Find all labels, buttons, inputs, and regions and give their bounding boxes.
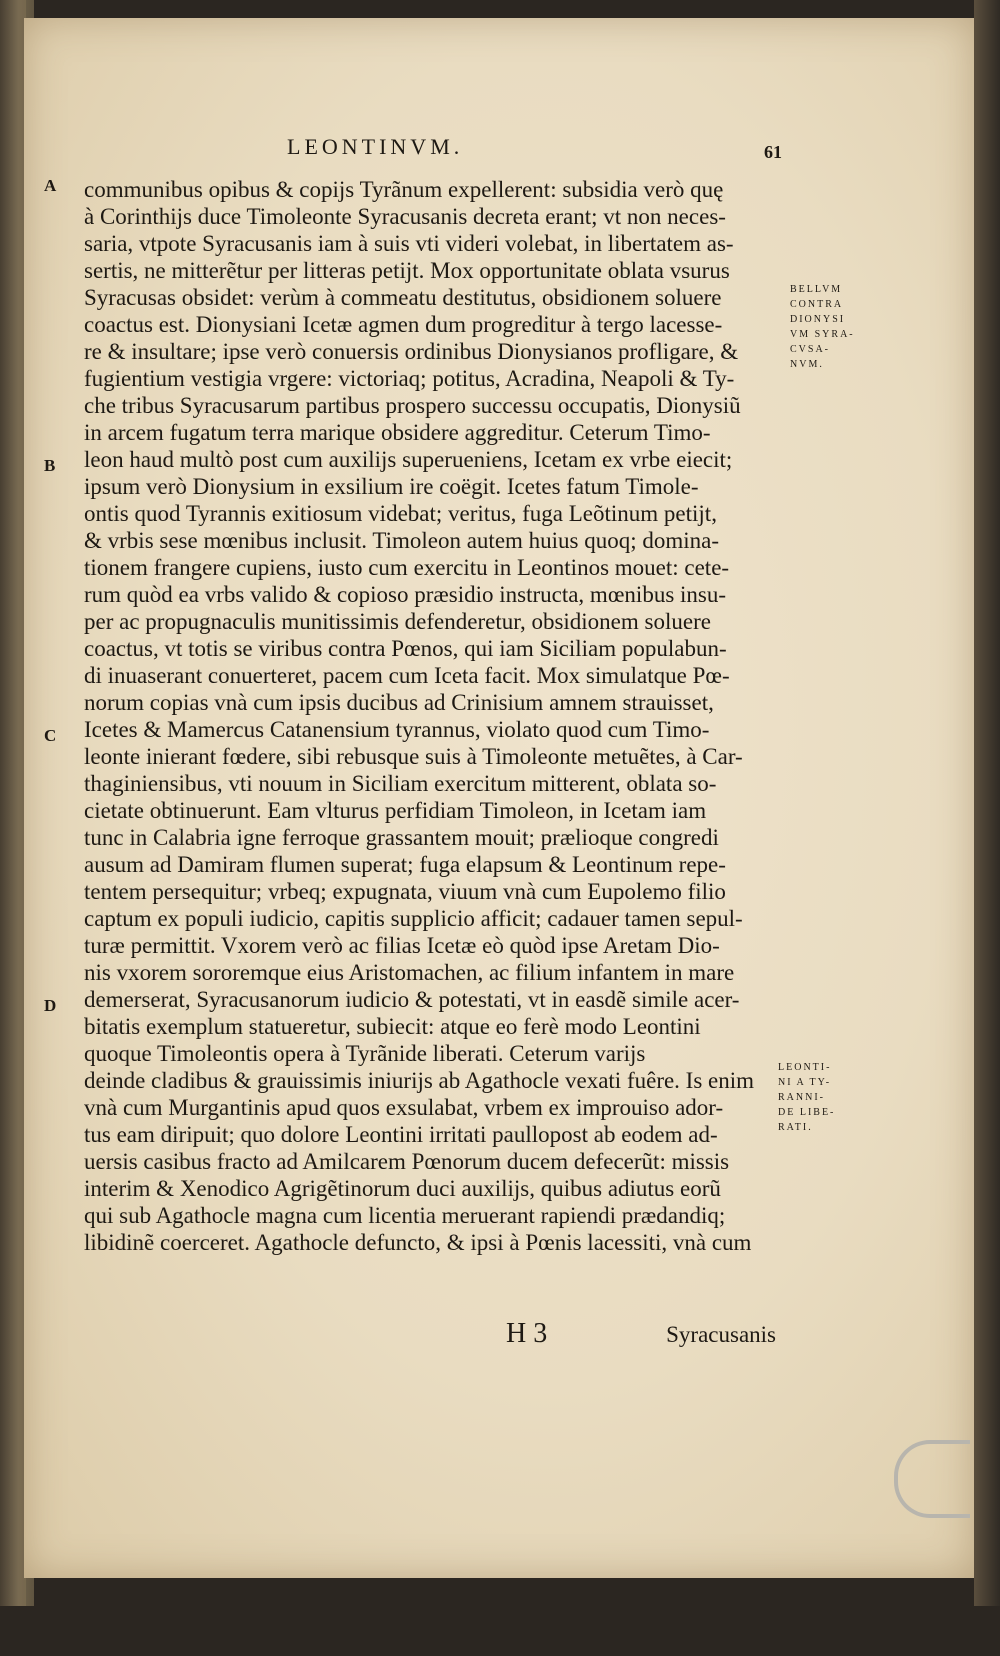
margin-note-leontini bbox=[778, 1060, 870, 1135]
margin-note-line: DE LIBE- bbox=[778, 1107, 836, 1118]
signature-mark: H 3 bbox=[506, 1318, 548, 1349]
section-letter-c: C bbox=[44, 726, 57, 745]
text-line: interim & Xenodico Agrigẽtinorum duci auxilijs, quibus adiutus eorũ bbox=[84, 1176, 721, 1201]
text-line: coactus, vt totis se viribus contra Pœnos, qui iam Siciliam populabun- bbox=[84, 636, 727, 661]
text-line: uersis casibus fracto ad Amilcarem Pœnorum ducem defecerũt: missis bbox=[84, 1149, 730, 1174]
page-stack-edge bbox=[974, 0, 1000, 1606]
text-line: communibus opibus & copijs Tyrãnum expellerent: subsidia verò quę bbox=[84, 177, 724, 202]
page-clip bbox=[894, 1440, 970, 1518]
text-line: Icetes & Mamercus Catanensium tyrannus, violato quod cum Timo- bbox=[84, 717, 710, 742]
text-line: rum quòd ea vrbs valido & copioso præsidio instructa, mœnibus insu- bbox=[84, 582, 727, 607]
margin-note-bellum bbox=[790, 282, 882, 372]
text-line: tentem persequitur; vrbeq; expugnata, viuum vnà cum Eupolemo filio bbox=[84, 879, 726, 904]
main-text bbox=[44, 176, 764, 1656]
page-header bbox=[262, 134, 782, 170]
text-line: ontis quod Tyrannis exitiosum videbat; veritus, fuga Leõtinum petijt, bbox=[84, 501, 717, 526]
margin-note-line: NI A TY- bbox=[778, 1077, 832, 1088]
text-line: re & insultare; ipse verò conuersis ordinibus Dionysianos profligare, & bbox=[84, 339, 739, 364]
text-line: di inuaserant conuerteret, pacem cum Iceta facit. Mox simulatque Pœ- bbox=[84, 663, 730, 688]
text-line: saria, vtpote Syracusanis iam à suis vti videri volebat, in libertatem as- bbox=[84, 231, 734, 256]
text-line: deinde cladibus & grauissimis iniurijs ab Agathocle vexati fuêre. Is enim bbox=[84, 1068, 755, 1093]
text-line: fugientium vestigia vrgere: victoriaq; potitus, Acradina, Neapoli & Ty- bbox=[84, 366, 735, 391]
margin-note-line: DIONYSI bbox=[790, 314, 846, 325]
text-line: à Corinthijs duce Timoleonte Syracusanis decreta erant; vt non neces- bbox=[84, 204, 726, 229]
text-line: ausum ad Damiram flumen superat; fuga elapsum & Leontinum repe- bbox=[84, 852, 726, 877]
margin-note-line: CONTRA bbox=[790, 299, 844, 310]
text-line: captum ex populi iudicio, capitis supplicio afficit; cadauer tamen sepul- bbox=[84, 906, 743, 931]
text-line: turæ permittit. Vxorem verò ac filias Icetæ eò quòd ipse Aretam Dio- bbox=[84, 933, 720, 958]
text-line: tus eam diripuit; quo dolore Leontini irritati paullopost ab eodem ad- bbox=[84, 1122, 718, 1147]
section-letter-b: B bbox=[44, 456, 56, 475]
page-number: 61 bbox=[764, 142, 782, 162]
text-line: & vrbis sese mœnibus inclusit. Timoleon autem huius quoq; domina- bbox=[84, 528, 720, 553]
text-line: cietate obtinuerunt. Eam vlturus perfidiam Timoleon, in Icetam iam bbox=[84, 798, 707, 823]
text-line: tunc in Calabria igne ferroque grassantem mouit; prælioque congredi bbox=[84, 825, 719, 850]
margin-note-line: CVSA- bbox=[790, 344, 831, 355]
text-line: thaginiensibus, vti nouum in Siciliam exercitum mitterent, oblata so- bbox=[84, 771, 717, 796]
text-line: ipsum verò Dionysium in exsilium ire coëgit. Icetes fatum Timole- bbox=[84, 474, 699, 499]
text-line: sertis, ne mitterẽtur per litteras petijt. Mox opportunitate oblata vsurus bbox=[84, 258, 730, 283]
margin-note-line: RATI. bbox=[778, 1122, 813, 1133]
text-line: vnà cum Murgantinis apud quos exsulabat, vrbem ex improuiso ador- bbox=[84, 1095, 724, 1120]
text-line: qui sub Agathocle magna cum licentia meruerant rapiendi prædandiq; bbox=[84, 1203, 726, 1228]
section-letter-d: D bbox=[44, 996, 57, 1015]
text-line: demerserat, Syracusanorum iudicio & potestati, vt in easdẽ simile acer- bbox=[84, 987, 740, 1012]
text-line: in arcem fugatum terra marique obsidere aggreditur. Ceterum Timo- bbox=[84, 420, 711, 445]
text-line: leon haud multò post cum auxilijs superueniens, Icetam ex vrbe eiecit; bbox=[84, 447, 733, 472]
margin-note-line: NVM. bbox=[790, 359, 824, 370]
text-line: bitatis exemplum statueretur, subiecit: atque eo ferè modo Leontini bbox=[84, 1014, 701, 1039]
catchword: Syracusanis bbox=[666, 1322, 776, 1347]
section-letter-a: A bbox=[44, 176, 57, 195]
text-line: coactus est. Dionysiani Icetæ agmen dum progreditur à tergo lacesse- bbox=[84, 312, 723, 337]
text-line: tionem frangere cupiens, iusto cum exercitu in Leontinos mouet: cete- bbox=[84, 555, 730, 580]
text-line: libidinẽ coerceret. Agathocle defuncto, & ipsi à Pœnis lacessiti, vnà cum bbox=[84, 1230, 752, 1255]
running-head: LEONTINVM. bbox=[287, 134, 464, 159]
text-line: nis vxorem sororemque eius Aristomachen, ac filium infantem in mare bbox=[84, 960, 735, 985]
text-line: quoque Timoleontis opera à Tyrãnide liberati. Ceterum varijs bbox=[84, 1041, 646, 1066]
page-footer bbox=[506, 1318, 776, 1354]
margin-note-line: BELLVM bbox=[790, 284, 843, 295]
text-line: per ac propugnaculis munitissimis defenderetur, obsidionem soluere bbox=[84, 609, 711, 634]
text-line: norum copias vnà cum ipsis ducibus ad Crinisium amnem strauisset, bbox=[84, 690, 714, 715]
margin-note-line: RANNI- bbox=[778, 1092, 825, 1103]
text-line: che tribus Syracusarum partibus prospero successu occupatis, Dionysiũ bbox=[84, 393, 741, 418]
text-line: Syracusas obsidet: verùm à commeatu destitutus, obsidionem soluere bbox=[84, 285, 722, 310]
margin-note-line: LEONTI- bbox=[778, 1062, 832, 1073]
text-line: leonte inierant fœdere, sibi rebusque suis à Timoleonte metuẽtes, à Car- bbox=[84, 744, 743, 769]
margin-note-line: VM SYRA- bbox=[790, 329, 855, 340]
